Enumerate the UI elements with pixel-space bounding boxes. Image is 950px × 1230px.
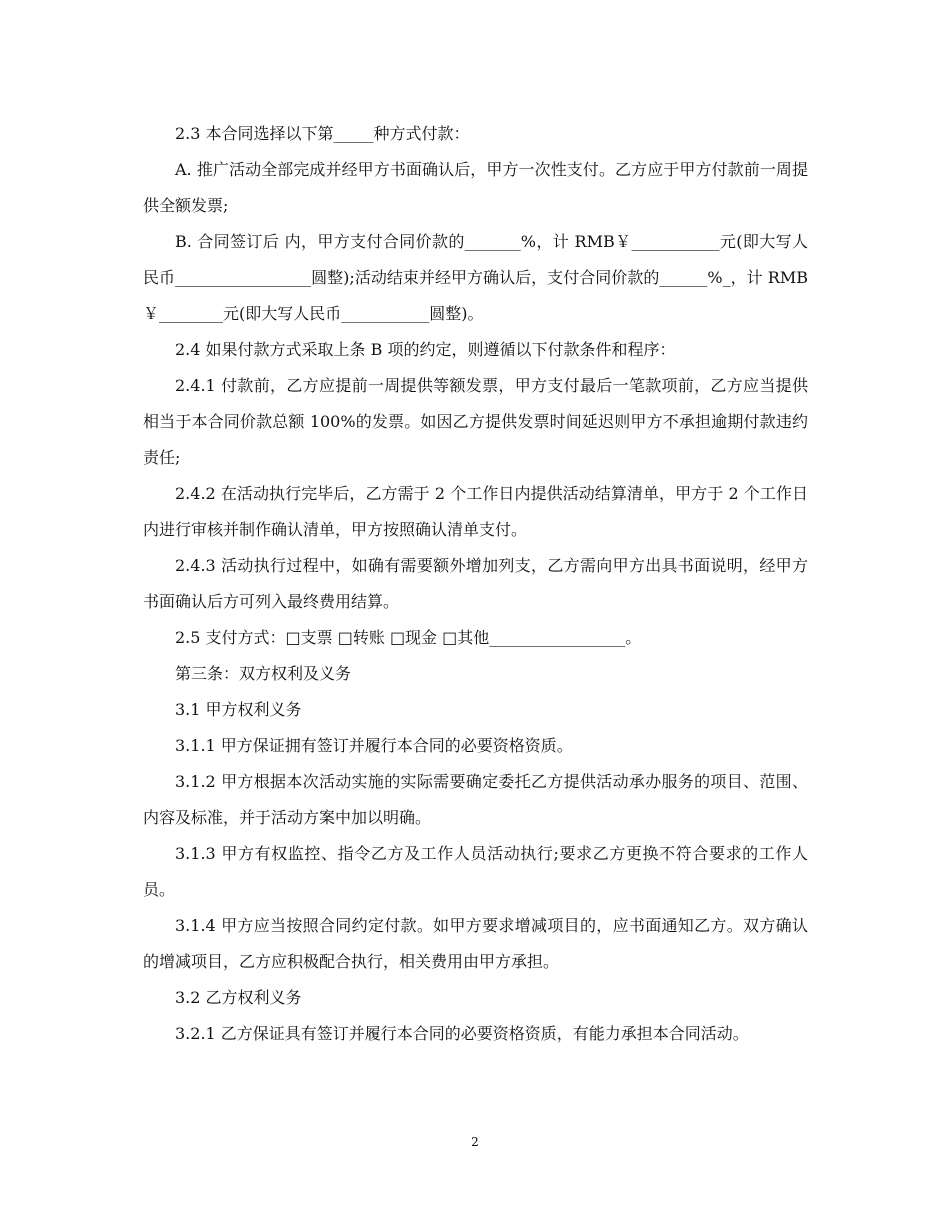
clause-2-4-2: 2.4.2 在活动执行完毕后，乙方需于 2 个工作日内提供活动结算清单，甲方于 2 个工作日内进行审核并制作确认清单，甲方按照确认清单支付。 xyxy=(143,484,808,539)
clause-3-1-2: 3.1.2 甲方根据本次活动实施的实际需要确定委托乙方提供活动承办服务的项目、范围、内容及标准，并于活动方案中加以明确。 xyxy=(143,772,808,827)
article-3-heading: 第三条：双方权利及义务 xyxy=(175,664,352,683)
clause-3-1-1: 3.1.1 甲方保证拥有签订并履行本合同的必要资格资质。 xyxy=(175,736,573,755)
clause-3-1-3: 3.1.3 甲方有权监控、指令乙方及工作人员活动执行;要求乙方更换不符合要求的工作人员。 xyxy=(143,844,808,899)
clause-3-1-4: 3.1.4 甲方应当按照合同约定付款。如甲方要求增减项目的，应书面通知乙方。双方确认的增减项目，乙方应积极配合执行，相关费用由甲方承担。 xyxy=(143,916,808,971)
clause-2-3: 2.3 本合同选择以下第_____种方式付款： xyxy=(175,124,470,143)
clause-2-4: 2.4 如果付款方式采取上条 B 项的约定，则遵循以下付款条件和程序： xyxy=(175,340,676,359)
clause-3-2: 3.2 乙方权利义务 xyxy=(175,988,302,1007)
clause-2-4-3: 2.4.3 活动执行过程中，如确有需要额外增加列支，乙方需向甲方出具书面说明，经甲方书面确认后方可列入最终费用结算。 xyxy=(143,556,808,611)
clause-2-5: 2.5 支付方式：□支票 □转账 □现金 □其他_________________。 xyxy=(175,628,642,647)
page-number: 2 xyxy=(471,1135,479,1149)
clause-3-2-1: 3.2.1 乙方保证具有签订并履行本合同的必要资格资质，有能力承担本合同活动。 xyxy=(175,1024,749,1043)
clause-2-3-option-a: A. 推广活动全部完成并经甲方书面确认后，甲方一次性支付。乙方应于甲方付款前一周提供全额发票; xyxy=(143,160,808,215)
clause-2-3-option-b: B. 合同签订后 内，甲方支付合同价款的_______%，计 RMB￥___________元(即大写人民币_________________圆整);活动结束并经甲方确认后，支付合同价款的______%_，计 RMB￥________元(即大写人民币___________圆整)。 xyxy=(143,232,808,323)
document-body xyxy=(143,116,808,1052)
clause-2-4-1: 2.4.1 付款前，乙方应提前一周提供等额发票，甲方支付最后一笔款项前，乙方应当提供相当于本合同价款总额 100%的发票。如因乙方提供发票时间延迟则甲方不承担逾期付款违约责任; xyxy=(143,376,808,467)
clause-3-1: 3.1 甲方权利义务 xyxy=(175,700,302,719)
